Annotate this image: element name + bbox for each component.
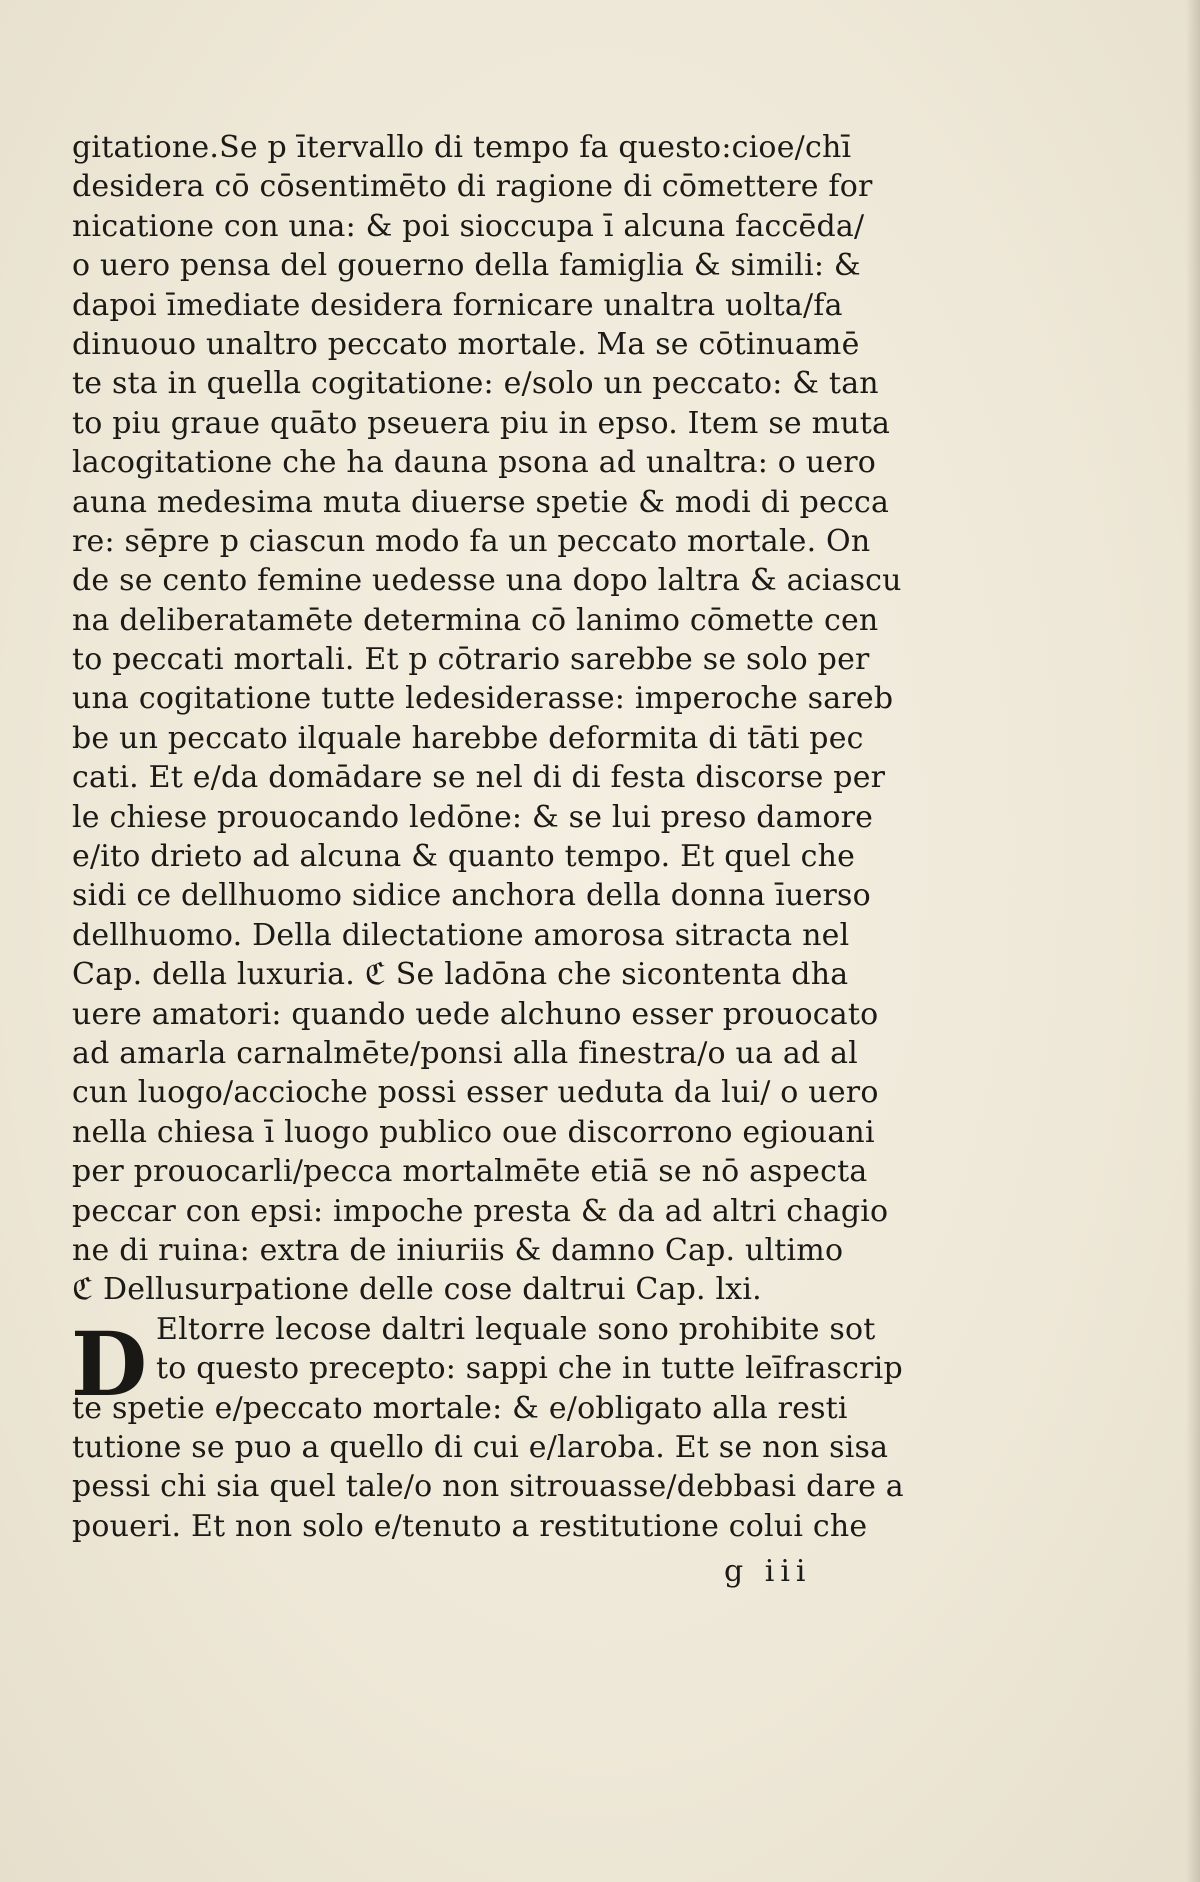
- text-line: to piu graue quāto pseuera piu in epso. Item se muta: [72, 405, 891, 441]
- text-line: te spetie e/peccato mortale: & e/obligato alla resti: [72, 1390, 848, 1426]
- text-line: sidi ce dellhuomo sidice anchora della donna īuerso: [72, 878, 871, 914]
- page-edge-shadow: [1186, 0, 1200, 1882]
- text-line: to peccati mortali. Et p cōtrario sarebbe se solo per: [72, 642, 870, 678]
- folio-signature: g iii: [724, 1554, 812, 1589]
- text-line: le chiese prouocando ledōne: & se lui preso damore: [72, 799, 874, 835]
- text-line: na deliberatamēte determina cō lanimo cōmette cen: [72, 602, 879, 638]
- text-line: ne di ruina: extra de iniuriis & damno Cap. ultimo: [72, 1232, 844, 1268]
- text-line: cati. Et e/da domādare se nel di di festa discorse per: [72, 760, 886, 796]
- text-line: nicatione con una: & poi sioccupa ī alcuna faccēda/: [72, 208, 865, 244]
- text-line: auna medesima muta diuerse spetie & modi di pecca: [72, 484, 890, 520]
- text-line: de se cento femine uedesse una dopo laltra & aciascu: [72, 563, 902, 599]
- text-line: tutione se puo a quello di cui e/laroba. Et se non sisa: [72, 1429, 889, 1465]
- text-line: Cap. della luxuria. ℭ Se ladōna che sicontenta dha: [72, 957, 849, 993]
- text-line: o uero pensa del gouerno della famiglia & simili: &: [72, 248, 861, 284]
- text-line: lacogitatione che ha dauna psona ad unaltra: o uero: [72, 445, 877, 481]
- text-line: re: sēpre p ciascun modo fa un peccato mortale. On: [72, 523, 871, 559]
- text-line: to questo precepto: sappi che in tutte leīfrascrip: [156, 1351, 903, 1387]
- text-line: dinuouo unaltro peccato mortale. Ma se cōtinuamē: [72, 326, 860, 362]
- text-block: [72, 128, 904, 1546]
- chapter-heading: ℭ Dellusurpatione delle cose daltrui Cap. lxi.: [72, 1272, 762, 1308]
- text-line: cun luogo/accioche possi esser ueduta da lui/ o uero: [72, 1075, 879, 1111]
- text-line: per prouocarli/pecca mortalmēte etiā se nō aspecta: [72, 1154, 868, 1190]
- text-line: ad amarla carnalmēte/ponsi alla finestra/o ua ad al: [72, 1035, 858, 1071]
- text-line: desidera cō cōsentimēto di ragione di cōmettere for: [72, 169, 873, 205]
- text-line: peccar con epsi: impoche presta & da ad altri chagio: [72, 1193, 889, 1229]
- text-line: uere amatori: quando uede alchuno esser prouocato: [72, 996, 879, 1032]
- drop-cap-initial: D: [70, 1312, 148, 1416]
- text-line: pessi chi sia quel tale/o non sitrouasse/debbasi dare a: [72, 1469, 904, 1505]
- text-line: una cogitatione tutte ledesiderasse: imperoche sareb: [72, 681, 894, 717]
- text-line: be un peccato ilquale harebbe deformita di tāti pec: [72, 720, 864, 756]
- text-line: dapoi īmediate desidera fornicare unaltra uolta/fa: [72, 287, 843, 323]
- text-line: dellhuomo. Della dilectatione amorosa sitracta nel: [72, 917, 850, 953]
- text-line: gitatione.Se p ītervallo di tempo fa questo:cioe/chī: [72, 130, 852, 165]
- text-line: nella chiesa ī luogo publico oue discorrono egiouani: [72, 1114, 875, 1150]
- text-line: Eltorre lecose daltri lequale sono prohibite sot: [156, 1311, 876, 1347]
- text-line: e/ito drieto ad alcuna & quanto tempo. Et quel che: [72, 839, 856, 875]
- text-line: poueri. Et non solo e/tenuto a restitutione colui che: [72, 1508, 868, 1544]
- text-line: te sta in quella cogitatione: e/solo un peccato: & tan: [72, 366, 879, 402]
